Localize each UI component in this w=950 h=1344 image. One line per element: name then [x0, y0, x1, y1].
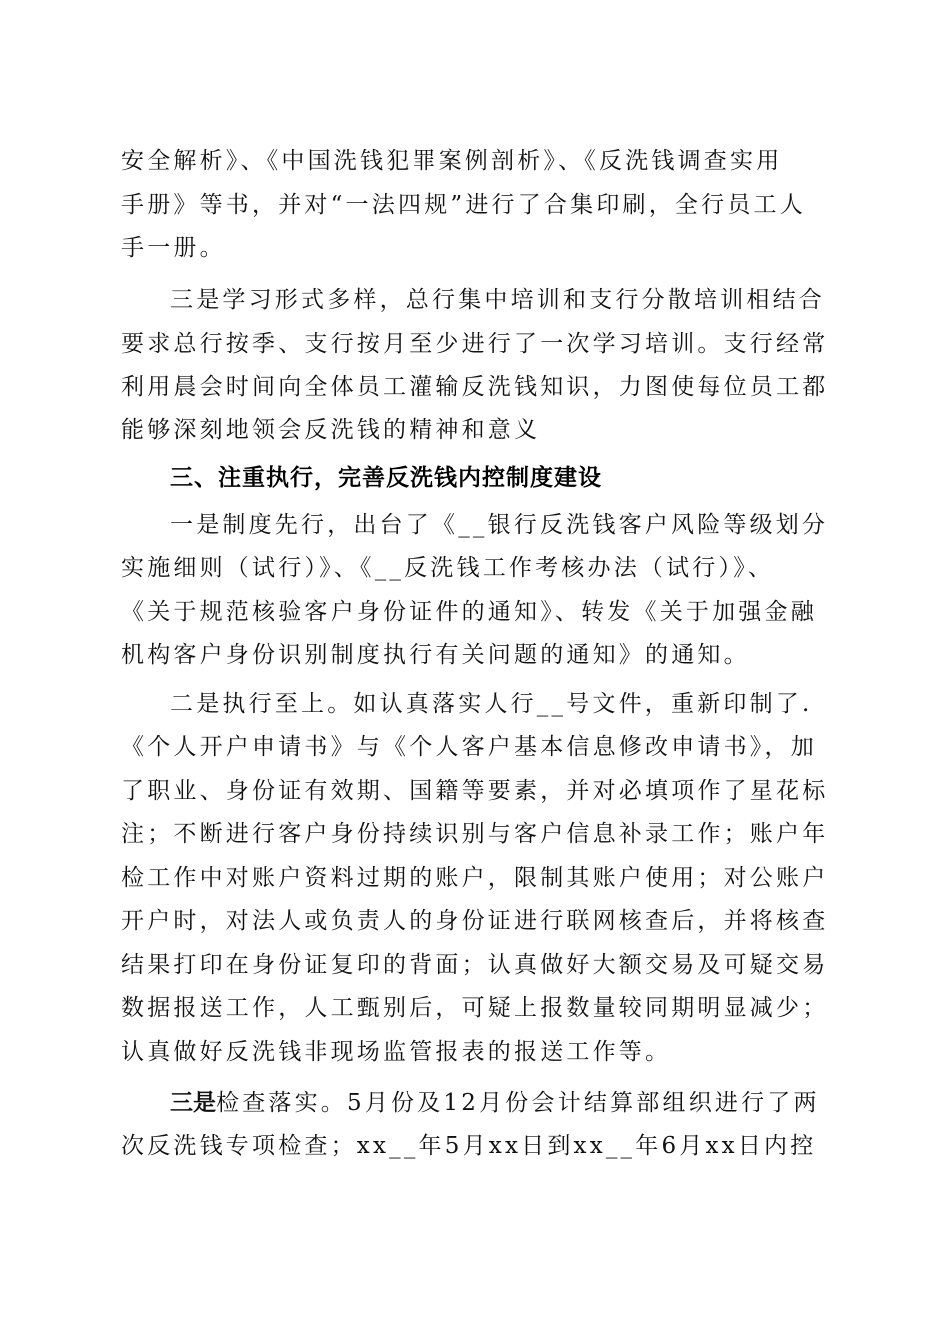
paragraph-line: 数据报送工作，人工甄别后，可疑上报数量较同期明显减少； — [121, 995, 829, 1021]
paragraph-text: 检查落实。5月份及12月份会计结算部组织进行了两 — [216, 1090, 820, 1116]
paragraph-line: 了职业、身份证有效期、国籍等要素，并对必填项作了星花标 — [121, 778, 829, 804]
paragraph-line: 要求总行按季、支行按月至少进行了一次学习培训。支行经常 — [121, 331, 829, 357]
section-heading: 三、注重执行，完善反洗钱内控制度建设 — [170, 465, 602, 491]
paragraph-lead: 三是 — [170, 1090, 216, 1116]
paragraph-line: 实施细则（试行）》、《__反洗钱工作考核办法（试行）》、 — [121, 555, 775, 581]
paragraph-line: 三是学习形式多样，总行集中培训和支行分散培训相结合 — [170, 287, 825, 313]
paragraph-line: 机构客户身份识别制度执行有关问题的通知》的通知。 — [121, 642, 750, 668]
paragraph-line: 结果打印在身份证复印的背面；认真做好大额交易及可疑交易 — [121, 952, 829, 978]
paragraph-line: 开户时，对法人或负责人的身份证进行联网核查后，并将核查 — [121, 908, 829, 934]
paragraph-line: 检工作中对账户资料过期的账户，限制其账户使用；对公账户 — [121, 865, 829, 891]
paragraph-line: 利用晨会时间向全体员工灌输反洗钱知识，力图使每位员工都 — [121, 374, 829, 400]
paragraph-line: 手一册。 — [121, 235, 226, 261]
paragraph-line: 《关于规范核验客户身份证件的通知》、转发《关于加强金融 — [121, 599, 817, 625]
paragraph-line: 能够深刻地领会反洗钱的精神和意义 — [121, 417, 541, 443]
paragraph-line: 《个人开户申请书》与《个人客户基本信息修改申请书》，加 — [121, 734, 817, 760]
paragraph-line: 一是制度先行，出台了《__银行反洗钱客户风险等级划分 — [170, 512, 829, 538]
paragraph-line — [170, 1088, 850, 1118]
paragraph-line: 安全解析》、《中国洗钱犯罪案例剖析》、《反洗钱调查实用 — [121, 148, 783, 174]
paragraph-line: 二是执行至上。如认真落实人行__号文件，重新印制了. — [170, 691, 813, 717]
paragraph-line: 次反洗钱专项检查；xx__年5月xx日到xx__年6月xx日内控 — [121, 1133, 817, 1159]
paragraph-line: 手册》等书，并对“一法四规”进行了合集印刷，全行员工人 — [121, 192, 806, 218]
paragraph-line: 注；不断进行客户身份持续识别与客户信息补录工作；账户年 — [121, 821, 829, 847]
paragraph-line: 认真做好反洗钱非现场监管报表的报送工作等。 — [121, 1039, 672, 1065]
